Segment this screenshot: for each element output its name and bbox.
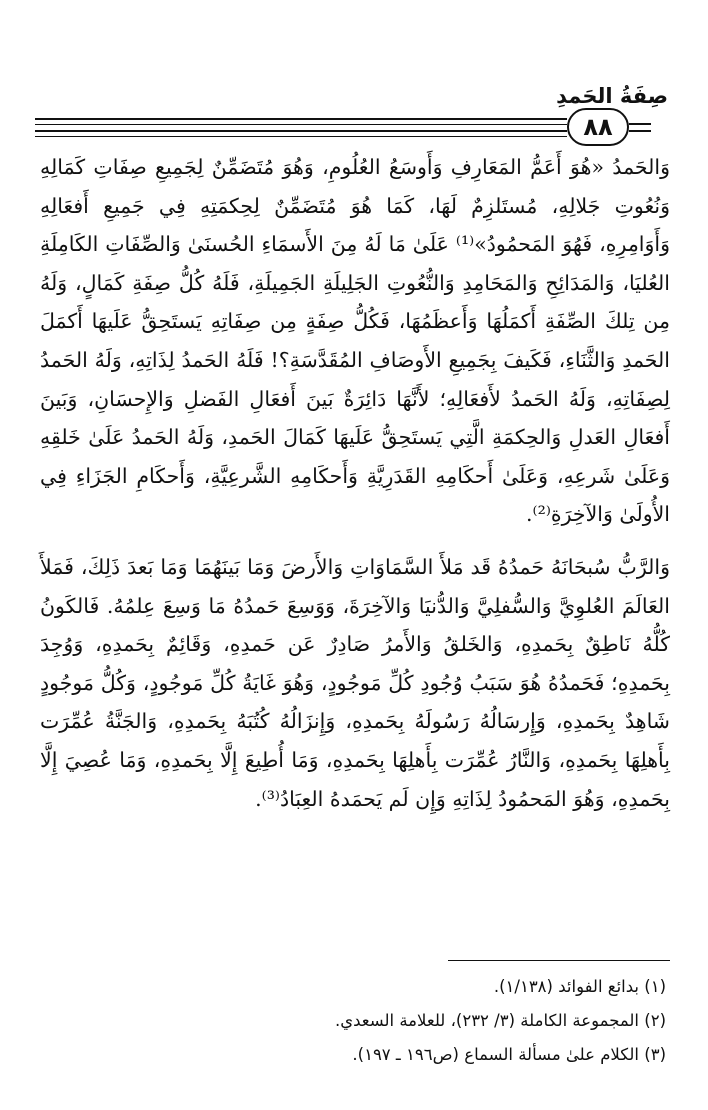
page-number-tick (629, 130, 651, 132)
footnote: (٣) الكلام علىٰ مسألة السماع (ص١٩٦ ـ ١٩٧). (352, 1045, 666, 1064)
page-number: ٨٨ (567, 108, 629, 146)
paragraph: وَالحَمدُ «هُوَ أَعَمُّ المَعَارِفِ وَأَوسَعُ العُلُومِ، وَهُوَ مُتَضَمِّنٌ لِجَمِيعِ صِفَاتِ كَمَالِهِ وَنُعُوتِ جَلالِهِ، مُستَلزِمٌ لَهَا، كَمَا هُوَ مُتَضَمِّنٌ لِحِكمَتِهِ فِي جَمِيعِ أَفعَالِهِ وَأَوَامِرِهِ، فَهُوَ المَحمُودُ»⁽¹⁾ عَلَىٰ مَا لَهُ مِنَ الأَسمَاءِ الحُسنَىٰ وَالصِّفَاتِ الكَامِلَةِ العُليَا، وَالمَدَائِحِ وَالمَحَامِدِ وَالنُّعُوتِ الجَلِيلَةِ الجَمِيلَةِ، فَلَهُ كُلُّ صِفَةِ كَمَالٍ، وَلَهُ مِن تِلكَ الصِّفَةِ أَكمَلُهَا وَأَعظَمُهَا، فَكُلُّ صِفَةٍ مِن صِفَاتِهِ يَستَحِقُّ عَلَيهَا أَكمَلَ الحَمدِ وَالثَّنَاءِ، فَكَيفَ بِجَمِيعِ الأَوصَافِ المُقَدَّسَةِ؟! فَلَهُ الحَمدُ لِذَاتِهِ، وَلَهُ الحَمدُ لِصِفَاتِهِ، وَلَهُ الحَمدُ لأَفعَالِهِ؛ لأَنَّهَا دَائِرَةٌ بَينَ أَفعَالِ الفَضلِ وَالإِحسَانِ، وَبَينَ أَفعَالِ العَدلِ وَالحِكمَةِ الَّتِي يَستَحِقُّ عَلَيهَا كَمَالَ الحَمدِ، وَلَهُ الحَمدُ عَلَىٰ خَلقِهِ وَعَلَىٰ شَرعِهِ، وَعَلَىٰ أَحكَامِهِ القَدَرِيَّةِ وَأَحكَامِهِ الشَّرعِيَّةِ، وَأَحكَامِ الجَزَاءِ فِي الأُولَىٰ وَالآخِرَةِ⁽²⁾. (40, 155, 670, 527)
running-title: صِفَةُ الحَمدِ (556, 84, 668, 108)
paragraph: وَالرَّبُّ سُبحَانَهُ حَمدُهُ قَد مَلأَ السَّمَاوَاتِ وَالأَرضَ وَمَا بَينَهُمَا وَمَا بَعدَ ذَلِكَ، فَمَلأَ العَالَمَ العُلوِيَّ وَالسُّفلِيَّ وَالدُّنيَا وَالآخِرَةَ، وَوَسِعَ حَمدُهُ مَا وَسِعَ عِلمُهُ. فَالكَونُ كُلُّهُ نَاطِقٌ بِحَمدِهِ، وَالخَلقُ وَالأَمرُ صَادِرٌ عَن حَمدِهِ، وَقَائِمٌ بِحَمدِهِ، وَوُجِدَ بِحَمدِهِ؛ فَحَمدُهُ هُوَ سَبَبُ وُجُودِ كُلِّ مَوجُودٍ، وَهُوَ غَايَةُ كُلِّ مَوجُودٍ، وَكُلُّ مَوجُودٍ شَاهِدٌ بِحَمدِهِ، وَإِرسَالُهُ رَسُولَهُ بِحَمدِهِ، وَإِنزَالُهُ كُتُبَهُ بِحَمدِهِ، وَالجَنَّةُ عُمِّرَت بِأَهلِهَا بِحَمدِهِ، وَالنَّارُ عُمِّرَت بِأَهلِهَا بِحَمدِهِ، وَمَا أُطِيعَ إِلَّا بِحَمدِهِ، وَمَا عُصِيَ إِلَّا بِحَمدِهِ، وَهُوَ المَحمُودُ لِذَاتِهِ وَإِن لَم يَحمَدهُ العِبَادُ⁽³⁾. (40, 554, 670, 811)
footnotes (46, 970, 666, 1072)
header-rule-lower (35, 130, 567, 137)
page-number-tick (629, 123, 651, 125)
main-text (40, 148, 670, 818)
header-rule-upper (35, 118, 567, 125)
footnote-separator (448, 960, 670, 961)
footnote: (٢) المجموعة الكاملة (٣/ ٢٣٢)، للعلامة السعدي. (334, 1011, 666, 1030)
footnote: (١) بدائع الفوائد (١/١٣٨). (493, 977, 666, 996)
